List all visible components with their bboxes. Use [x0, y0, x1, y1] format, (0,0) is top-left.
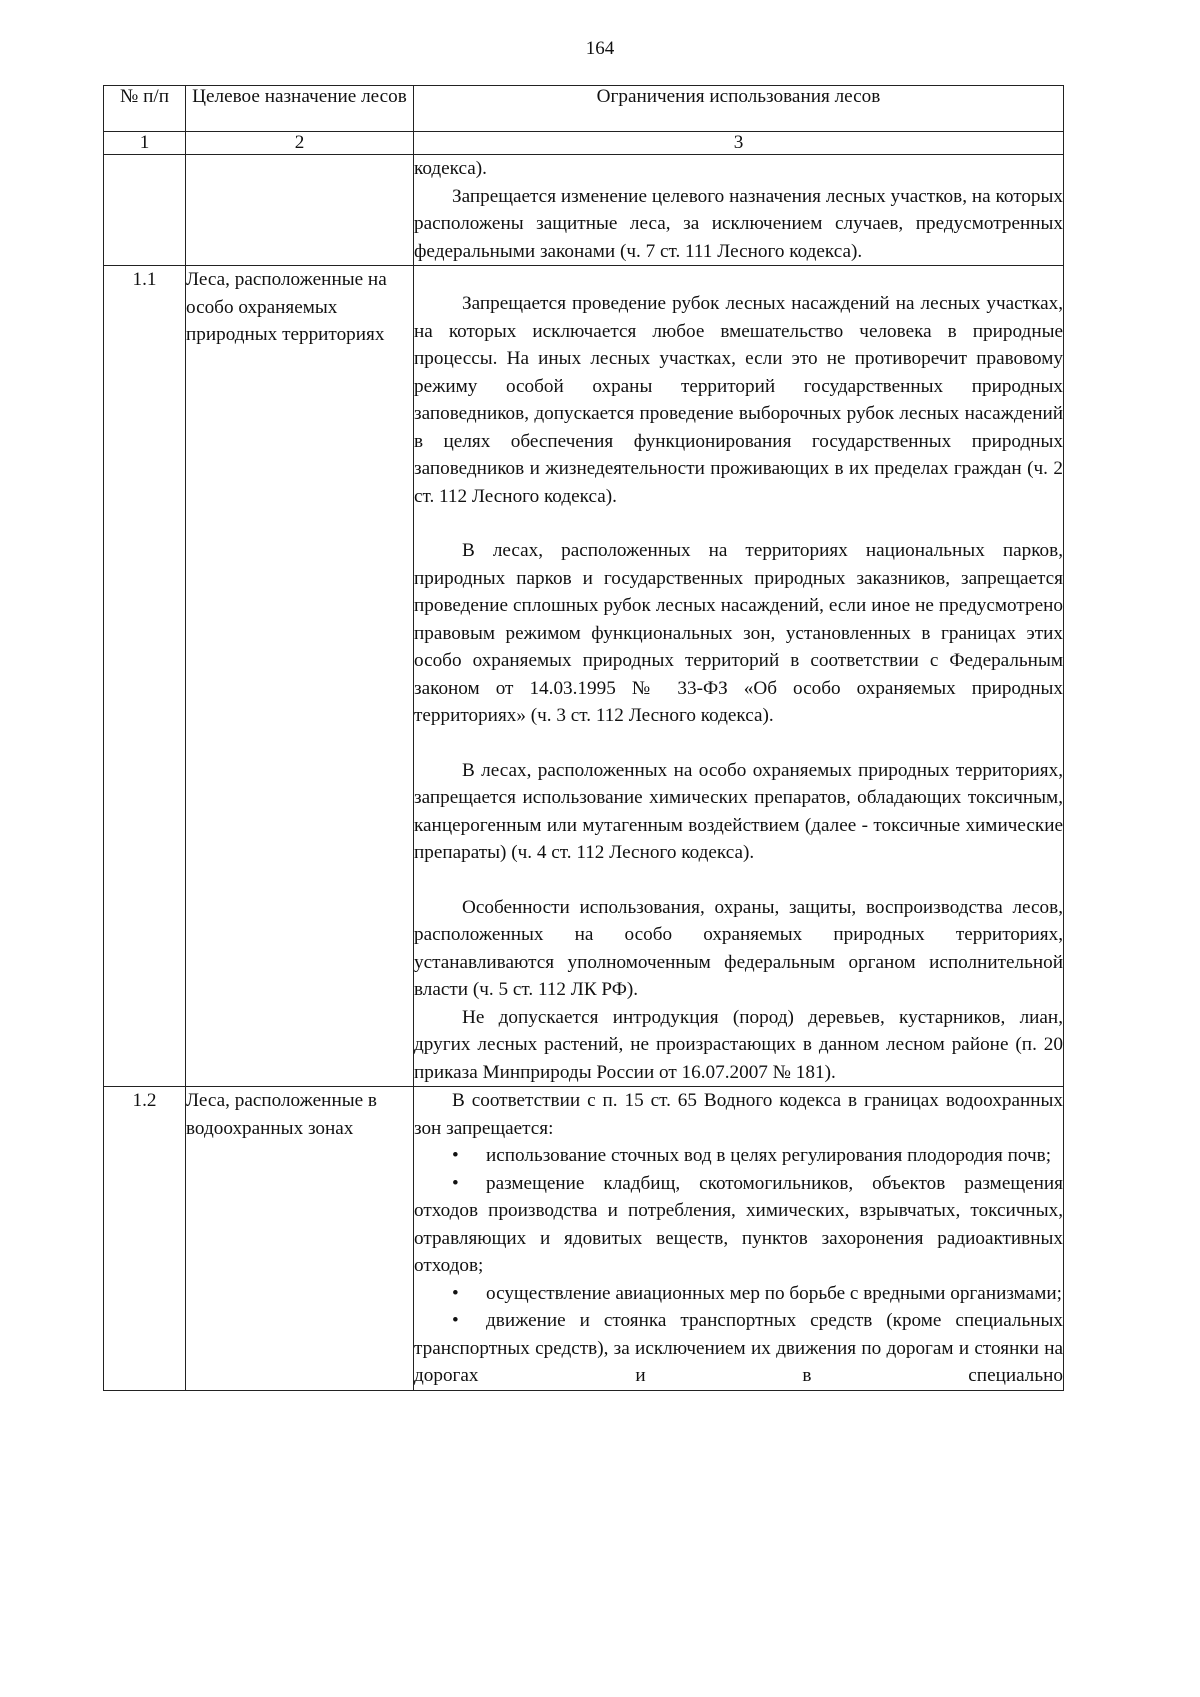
row-number: 1.2: [104, 1087, 186, 1391]
continuation-text-1: кодекса).: [414, 158, 487, 179]
cell-empty-purpose: [186, 155, 414, 266]
restriction-paragraph: В лесах, расположенных на особо охраняемых природных территориях, запрещается использование химических препаратов, обладающих токсичным, канцерогенным или мутагенным воздействием (далее - токсичные химические препараты) (ч. 4 ст. 112 Лесного кодекса).: [414, 759, 1063, 863]
row-number: 1.1: [104, 266, 186, 1087]
column-number-2: 2: [186, 132, 414, 155]
cell-empty-number: [104, 155, 186, 266]
table-row: [104, 266, 1064, 1087]
restriction-paragraph: Особенности использования, охраны, защиты, воспроизводства лесов, расположенных на особо охраняемых природных территориях, устанавливаются уполномоченным федеральным органом исполнительной власти (ч. 5 ст. 112 ЛК РФ).: [414, 896, 1063, 1000]
restriction-paragraph: Не допускается интродукция (пород) деревьев, кустарников, лиан, других лесных растений, не произрастающих в данном лесном районе (п. 20 приказа Минприроды России от 16.07.2007 № 181).: [414, 1006, 1063, 1083]
bullet-item: [414, 1307, 1063, 1390]
table-row: [104, 1087, 1064, 1391]
column-number-1: 1: [104, 132, 186, 155]
row-restrictions: [414, 266, 1064, 1087]
restriction-paragraph: Запрещается проведение рубок лесных насаждений на лесных участках, на которых исключается любое вмешательство человека в природные процессы. На иных лесных участках, если это не противоречит правовому режиму особой охраны территорий государственных природных заповедников, допускается проведение выборочных рубок лесных насаждений в целях обеспечения функционирования государственных природных заповедников и жизнедеятельности проживающих в их пределах граждан (ч. 2 ст. 112 Лесного кодекса).: [414, 293, 1063, 507]
page-number: 164: [585, 38, 615, 59]
row-restrictions: [414, 1087, 1064, 1391]
bullet-text: осуществление авиационных мер по борьбе с вредными организмами;: [486, 1282, 1062, 1304]
bullet-item: [414, 1170, 1063, 1280]
bullet-text: движение и стоянка транспортных средств (кроме специальных транспортных средств), за исключением их движения по дорогам и стоянки на дорогах и в специально: [414, 1310, 1063, 1386]
bullet-item: [414, 1142, 1063, 1170]
bullet-marker: •: [452, 1310, 459, 1331]
header-purpose: Целевое назначение лесов: [186, 86, 414, 132]
restriction-intro: В соответствии с п. 15 ст. 65 Водного кодекса в границах водоохранных зон запрещается:: [414, 1090, 1063, 1139]
header-number: № п/п: [104, 86, 186, 132]
table-row-continuation: [104, 155, 1064, 266]
row-purpose: Леса, расположенные в водоохранных зонах: [186, 1087, 414, 1391]
bullet-text: размещение кладбищ, скотомогильников, объектов размещения отходов производства и потребления, химических, взрывчатых, токсичных, отравляющих и ядовитых веществ, пунктов захоронения радиоактивных отходов;: [414, 1172, 1063, 1276]
column-number-3: 3: [414, 132, 1064, 155]
cell-continuation: [414, 155, 1064, 266]
bullet-item: [414, 1280, 1063, 1308]
bullet-marker: •: [452, 1172, 459, 1194]
bullet-marker: •: [452, 1145, 459, 1166]
column-number-row: [104, 132, 1064, 155]
bullet-text: использование сточных вод в целях регулирования плодородия почв;: [486, 1145, 1052, 1166]
restrictions-table: [103, 85, 1064, 1391]
restriction-paragraph: В лесах, расположенных на территориях национальных парков, природных парков и государственных природных заказников, запрещается проведение сплошных рубок лесных насаждений, если иное не предусмотрено правовым режимом функциональных зон, установленных в границах этих особо охраняемых природных территорий в соответствии с Федеральным законом от 14.03.1995 № 33-ФЗ «Об особо охраняемых природных территориях» (ч. 3 ст. 112 Лесного кодекса).: [414, 540, 1063, 726]
table-header-row: [104, 86, 1064, 132]
row-purpose: Леса, расположенные на особо охраняемых природных территориях: [186, 266, 414, 1087]
header-restrictions: Ограничения использования лесов: [414, 86, 1064, 132]
continuation-text-2: Запрещается изменение целевого назначения лесных участков, на которых расположены защитные леса, за исключением случаев, предусмотренных федеральными законами (ч. 7 ст. 111 Лесного кодекса).: [414, 185, 1063, 262]
bullet-marker: •: [452, 1282, 459, 1304]
